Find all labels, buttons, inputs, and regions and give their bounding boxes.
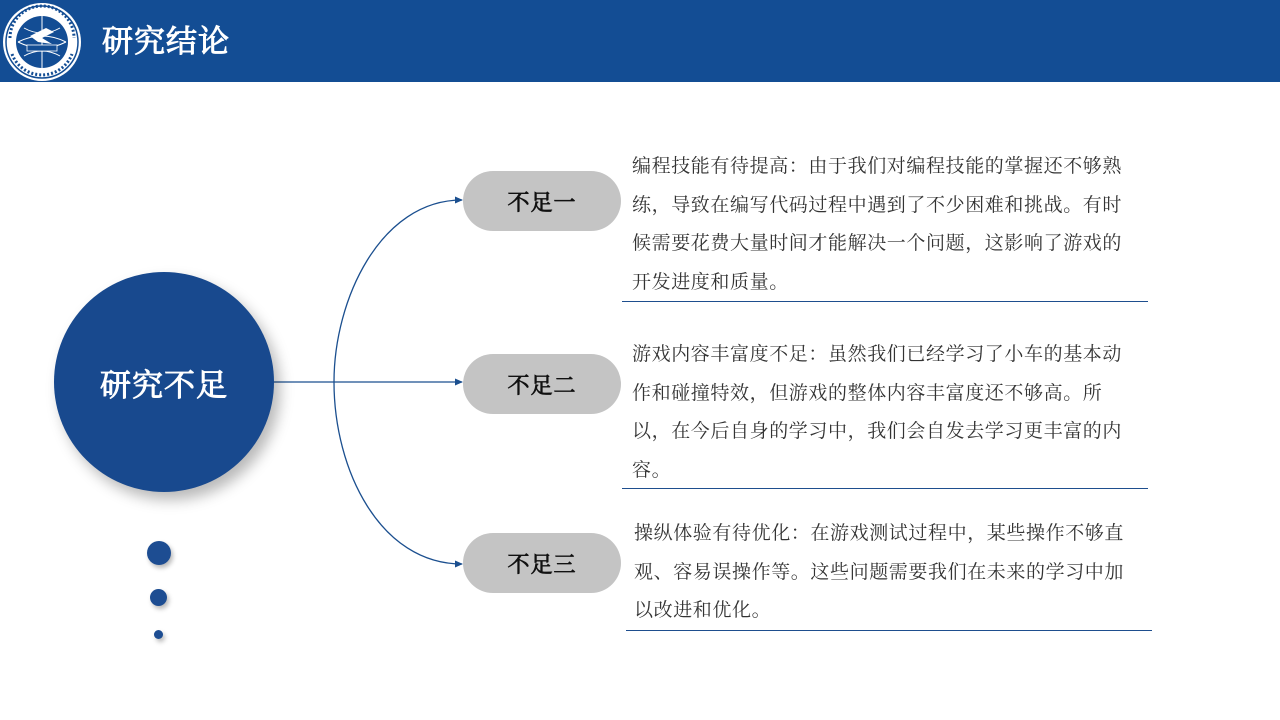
page-title: 研究结论 — [102, 24, 230, 60]
pill-item-3-label: 不足三 — [507, 552, 577, 578]
decor-dot-small — [154, 630, 163, 639]
pill-item-1-label: 不足一 — [507, 190, 577, 216]
item-1-divider — [622, 301, 1148, 302]
pill-item-2-label: 不足二 — [507, 373, 577, 399]
decor-dot-large — [147, 541, 171, 565]
item-1-description: 编程技能有待提高：由于我们对编程技能的掌握还不够熟练，导致在编写代码过程中遇到了不少困难和挑战。有时候需要花费大量时间才能解决一个问题，这影响了游戏的开发进度和质量。 — [632, 155, 1123, 293]
pill-item-2 — [463, 354, 621, 414]
main-topic-circle — [54, 272, 274, 492]
item-2-description: 游戏内容丰富度不足：虽然我们已经学习了小车的基本动作和碰撞特效，但游戏的整体内容丰富度还不够高。所以，在今后自身的学习中，我们会自发去学习更丰富的内容。 — [632, 343, 1123, 481]
decor-dot-medium — [150, 589, 167, 606]
main-topic-label: 研究不足 — [100, 367, 228, 404]
connector-top — [334, 200, 462, 382]
item-3-description: 操纵体验有待优化：在游戏测试过程中，某些操作不够直观、容易误操作等。这些问题需要我们在未来的学习中加以改进和优化。 — [634, 522, 1125, 621]
item-2-divider — [622, 488, 1148, 489]
pill-item-3 — [463, 533, 621, 593]
pill-item-1 — [463, 171, 621, 231]
connector-bottom — [334, 382, 462, 564]
item-3-divider — [626, 630, 1152, 631]
